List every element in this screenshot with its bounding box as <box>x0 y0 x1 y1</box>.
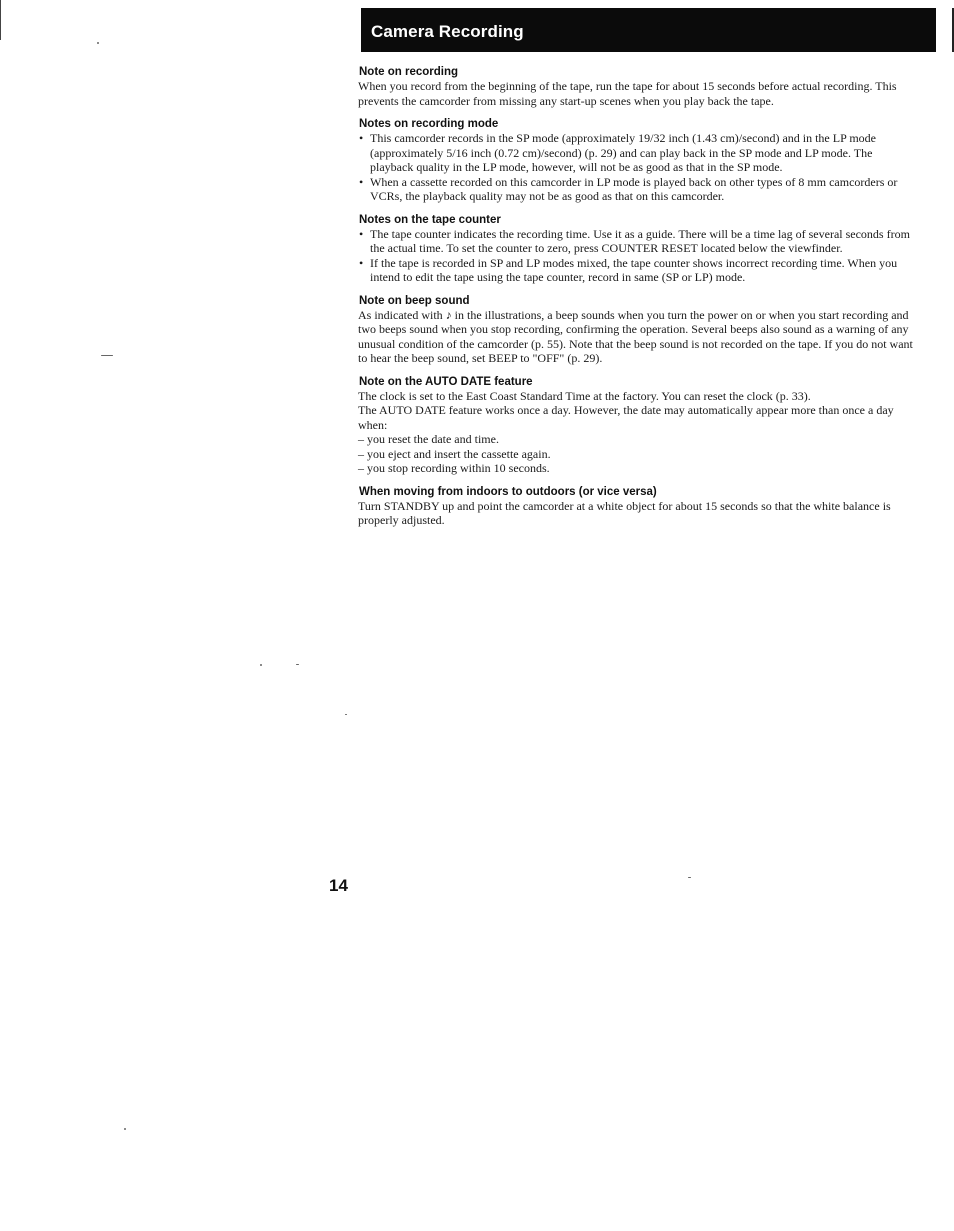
scan-speck <box>688 877 691 878</box>
section-header-bar <box>361 8 936 52</box>
section-indoors-outdoors <box>358 486 918 528</box>
dash-list-item: – you stop recording within 10 seconds. <box>358 461 550 475</box>
section-auto-date <box>358 376 918 476</box>
scan-speck <box>97 42 99 44</box>
scan-speck <box>345 714 347 715</box>
bullet-item: • This camcorder records in the SP mode (approximately 19/32 inch (1.43 cm)/second) and in the LP mode (approximately 5/16 inch (0.72 cm)/second) (p. 29) and can play back in the SP mode and LP mode. The playback quality in the LP mode, however, will not be as good as that in the SP mode. <box>358 131 918 175</box>
section-heading: Note on recording <box>359 66 459 78</box>
section-note-on-recording <box>358 66 918 108</box>
dash-list-item: – you eject and insert the cassette again. <box>358 446 551 461</box>
scan-speck <box>124 1128 126 1130</box>
scan-speck <box>101 355 113 356</box>
bullet-item: • If the tape is recorded in SP and LP modes mixed, the tape counter shows incorrect recording time. When you intend to edit the tape using the tape counter, record in same (SP or LP) mode. <box>358 256 918 285</box>
section-paragraph: The clock is set to the East Coast Standard Time at the factory. You can reset the clock (p. 33). <box>358 388 811 403</box>
section-paragraph: The AUTO DATE feature works once a day. However, the date may automatically appear more than once a day when: <box>358 403 894 432</box>
section-paragraph: When you record from the beginning of the tape, run the tape for about 15 seconds before actual recording. This prevents the camcorder from missing any start-up scenes when you play back the tape. <box>358 79 897 108</box>
section-heading: Note on the AUTO DATE feature <box>359 375 533 388</box>
section-recording-mode <box>358 118 918 204</box>
bullet-list <box>358 227 918 285</box>
dash-list-item: – you reset the date and time. <box>358 432 499 446</box>
section-heading: Notes on recording mode <box>359 118 499 130</box>
scan-edge-line <box>0 0 1 40</box>
bullet-list <box>358 131 918 204</box>
scan-speck <box>260 664 262 666</box>
page-title: Camera Recording <box>371 22 524 41</box>
section-heading: Notes on the tape counter <box>359 213 501 226</box>
section-tape-counter <box>358 214 918 285</box>
section-heading: Note on beep sound <box>359 294 470 307</box>
section-heading: When moving from indoors to outdoors (or vice versa) <box>359 485 657 498</box>
bullet-item: • The tape counter indicates the recording time. Use it as a guide. There will be a time lag of several seconds from the actual time. To set the counter to zero, press COUNTER RESET located below the viewfinder. <box>358 227 918 256</box>
scan-speck <box>296 664 299 665</box>
document-body <box>358 66 918 538</box>
section-paragraph: Turn STANDBY up and point the camcorder at a white object for about 15 seconds so that the white balance is properly adjusted. <box>358 498 891 527</box>
page-number: 14 <box>329 876 348 895</box>
bullet-item: • When a cassette recorded on this camcorder in LP mode is played back on other types of 8 mm camcorders or VCRs, the playback quality may not be as good as that on this camcorder. <box>358 175 918 204</box>
section-beep-sound <box>358 295 918 366</box>
section-paragraph: As indicated with ♪ in the illustrations, a beep sounds when you turn the power on or when you start recording and two beeps sound when you stop recording, confirming the operation. Several beeps also sound as a warning of any unusual condition of the camcorder (p. 55). Note that the beep sound is not recorded on the tape. If you do not want to hear the beep sound, set BEEP to "OFF" (p. 29). <box>358 307 913 365</box>
